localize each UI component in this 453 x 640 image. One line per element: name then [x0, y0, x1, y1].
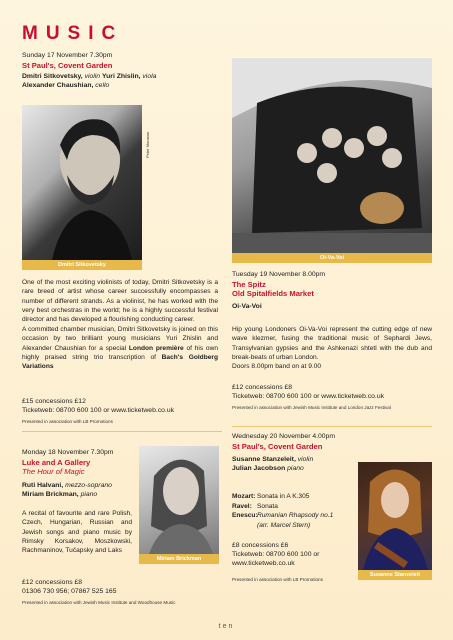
photo-caption: Miriam Brickman — [139, 554, 219, 564]
program-note: (arr. Marcel Stern) — [257, 521, 311, 529]
event-2-description — [232, 325, 432, 372]
photo-dmitri-sitkovetsky — [22, 105, 142, 270]
price: £8 concessions £6 — [232, 542, 289, 549]
event-1-description — [22, 278, 218, 372]
ticket-info: Ticketweb: 08700 600 100 or www.ticketweb.co.uk — [22, 407, 175, 415]
event-3-tickets — [22, 578, 222, 596]
phone-info: 01306 730 956; 07867 525 165 — [22, 588, 117, 596]
performer-name: Julian Jacobson — [232, 465, 286, 473]
page-number: ten — [218, 623, 235, 630]
photo-caption: Susanne Stanzeleit — [358, 570, 432, 580]
event-4-venue: St Paul's, Covent Garden — [232, 441, 323, 451]
paragraph: One of the most exciting violinists of today, Dmitri Sitkovetsky is a rare breed of artist whose career successfully encompasses a number of different strands. As a violinist, he has worked with the very best orchestras in the world; he is a highly successful festival director and has developed a flourishing conducting career. — [22, 279, 218, 324]
event-1-performers — [22, 72, 222, 90]
event-4-program — [232, 492, 357, 530]
event-3-performers — [22, 481, 142, 499]
performer-role: piano — [287, 465, 304, 473]
event-2-venue-line2: Old Spitalfields Market — [232, 289, 314, 299]
event-2-performer: Oi-Va-Voi — [232, 302, 262, 310]
program-item: Ravel: Sonata — [232, 502, 278, 510]
performer-name: Susanne Stanzeleit, — [232, 456, 296, 464]
ticket-info: www.ticketweb.co.uk — [232, 560, 295, 568]
photo-credit: Peter Moustan — [145, 131, 150, 158]
doors-info: Doors 8.00pm band on at 9.00 — [232, 363, 322, 371]
divider — [232, 426, 432, 427]
photo-miriam-brickman — [139, 446, 219, 564]
photo-caption: Oi-Va-Voi — [232, 253, 432, 263]
price: £12 concessions £8 — [232, 384, 293, 391]
photo-susanne-stanzeleit — [358, 462, 432, 580]
photo-oi-va-voi — [232, 58, 432, 263]
performer-name: Dmitri Sitkovetsky, — [22, 73, 83, 81]
event-1-header — [22, 52, 222, 91]
performer-role: violin — [84, 73, 101, 81]
section-heading: MUSIC — [22, 23, 124, 44]
event-3-header — [22, 449, 142, 500]
price: £12 concessions £8 — [22, 579, 83, 586]
event-4-date: Wednesday 20 November 4.00pm — [232, 433, 336, 440]
performer-name: Alexander Chaushian, — [22, 82, 94, 90]
event-2-association: Presented in association with Jewish Music Institute and London Jazz Festival — [232, 405, 391, 410]
event-4-tickets — [232, 541, 357, 569]
event-3-description: A recital of favourite and rare Polish, Czech, Hungarian, Russian and Jewish songs and piano music by Rimsky Korsakov, Moszkowski, Rachmaninov, Tučapsky and Laks — [22, 510, 132, 555]
event-1-tickets — [22, 397, 222, 415]
event-4-performers — [232, 455, 362, 473]
portrait-illustration — [358, 462, 432, 570]
portrait-illustration — [139, 446, 219, 554]
event-3-date: Monday 18 November 7.30pm — [22, 449, 114, 456]
performer-role: cello — [95, 82, 110, 90]
portrait-illustration — [22, 105, 142, 260]
event-1-date: Sunday 17 November 7.30pm — [22, 52, 113, 59]
program-item: Mozart: Sonata in A K.305 — [232, 493, 310, 500]
performer-role: violin — [297, 456, 314, 464]
event-1-venue: St Paul's, Covent Garden — [22, 60, 113, 70]
ticket-info: Ticketweb: 08700 600 100 or www.ticketweb.co.uk — [232, 393, 385, 401]
program-item: Enescu: Rumanian Rhapsody no.1 — [232, 512, 334, 520]
performer-role: piano — [80, 491, 98, 499]
event-2-date: Tuesday 19 November 8.00pm — [232, 271, 326, 278]
photo-caption: Dmitri Sitkovetsky — [22, 260, 142, 270]
paragraph: A committed chamber musician, Dmitri Sitkovetsky is joined on this occasion by two brilliant young musicians Yuri Zhislin and Alexander Chaushian for a special London première of his own highly praised string trio transcription of Bach's Goldberg Variations — [22, 325, 219, 371]
divider — [22, 431, 222, 432]
performer-name: Ruti Halvani, — [22, 482, 64, 490]
performer-name: Miriam Brickman, — [22, 491, 79, 499]
event-2-venue: The Spitz — [232, 279, 266, 289]
event-3-subtitle: The Hour of Magic — [22, 467, 85, 477]
ticket-info: Ticketweb: 08700 600 100 or — [232, 551, 320, 559]
event-1-association: Presented in association with LB Promotions — [22, 419, 113, 424]
band-illustration — [232, 58, 432, 253]
price: £15 concessions £12 — [22, 398, 86, 405]
event-4-header — [232, 433, 362, 474]
performer-role: viola — [142, 73, 157, 81]
event-2-header — [232, 271, 432, 311]
event-3-venue: Luke and A Gallery — [22, 457, 91, 467]
performer-role: mezzo-soprano — [65, 482, 112, 490]
event-3-association: Presented in association with Jewish Music Institute and Woodhouse Music — [22, 600, 176, 605]
performer-name: Yuri Zhislin, — [101, 73, 141, 81]
paragraph: Hip young Londoners Oi-Va-Voi represent the cutting edge of new wave klezmer, fusing the traditional music of Sephardi Jews, Transylvanian gypsies and the Ashkenazi shtetl with the dub and break-beats of urban London. — [232, 326, 432, 362]
event-4-association: Presented in association with LB Promotions — [232, 577, 323, 582]
event-2-tickets — [232, 383, 432, 401]
